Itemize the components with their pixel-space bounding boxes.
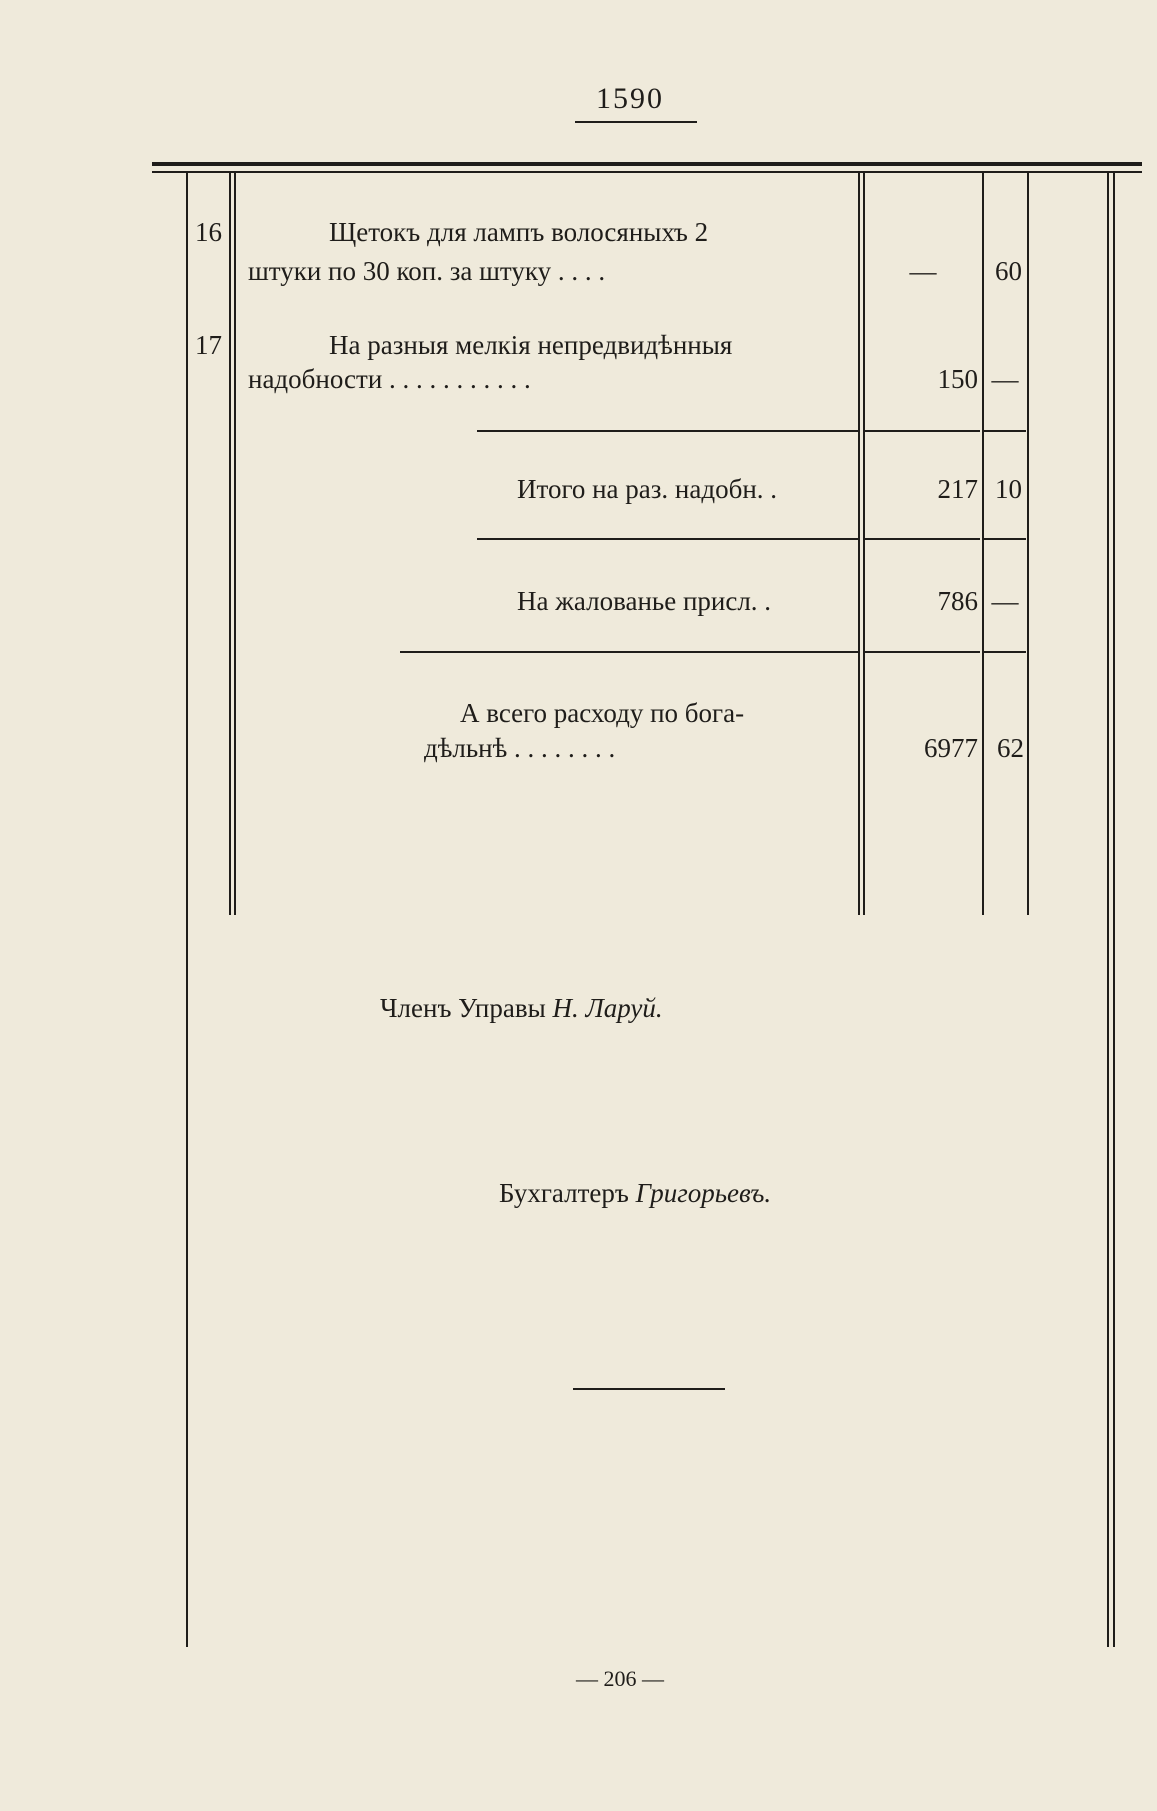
table-top-rule [152,162,1142,166]
row-rubles: — [909,256,937,286]
subtotal-rule [477,430,859,432]
subtotal-rule-kop [984,430,1026,432]
row-rubles: 150 [937,364,978,394]
subtotal-label: Итого на раз. надобн. . [517,474,778,504]
row-number: 16 [195,217,222,247]
subtotal-rubles: 217 [937,474,978,504]
signature-title: Членъ Управы [380,993,546,1023]
closing-rule [573,1388,725,1390]
grand-total-rubles: 6977 [924,733,978,763]
row-description-line2: надобности . . . . . . . . . . . [248,364,531,394]
subtotal-kopecks: 10 [995,474,1022,504]
grand-total-kopecks: 62 [997,733,1024,763]
rub-column-left-a [858,173,860,915]
table-left-border [186,173,188,1647]
table-right-border-b [1113,173,1115,1647]
grand-total-line1: А всего расходу по бога- [460,698,745,728]
subtotal-rule-rub [865,430,980,432]
table-top-rule-thin [152,171,1142,173]
row-description-line1: Щетокъ для лампъ волосяныхъ 2 [329,217,709,247]
grand-total-line2: дѣльнѣ . . . . . . . . [424,733,616,763]
salary-rule-kop [984,538,1026,540]
page-number: 1590 [596,82,664,115]
grand-total-rule [400,651,859,653]
row-number: 17 [195,330,222,360]
grand-total-rule-kop [984,651,1026,653]
page-number-underline [575,121,697,123]
num-column-border-a [229,173,231,915]
salary-rule [477,538,859,540]
signature-name: Н. Ларуй. [552,993,663,1023]
signature-title: Бухгалтеръ [499,1178,629,1208]
signature-member [380,990,663,1026]
rub-column-left-b [863,173,865,915]
table-right-border-a [1107,173,1109,1647]
row-kopecks: 60 [995,256,1022,286]
grand-total-rule-rub [865,651,980,653]
salary-kopecks: — [991,586,1019,616]
num-column-border-b [234,173,236,915]
row-kopecks: — [991,364,1019,394]
salary-rubles: 786 [937,586,978,616]
row-description-line2: штуки по 30 коп. за штуку . . . . [248,256,606,286]
kop-column-right [1027,173,1029,915]
footer-page-label: — 206 — [576,1666,664,1691]
signature-name: Григорьевъ. [635,1178,772,1208]
salary-rule-rub [865,538,980,540]
signature-accountant [499,1175,771,1211]
row-description-line1: На разныя мелкія непредвидѣнныя [329,330,733,360]
salary-label: На жалованье присл. . [517,586,772,616]
